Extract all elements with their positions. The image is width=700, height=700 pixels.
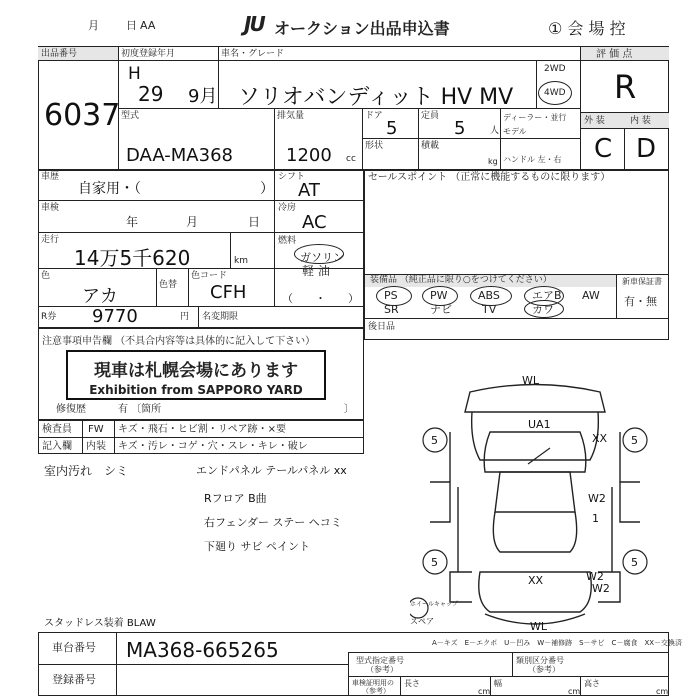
diag-w2-mid: W2 [588, 492, 606, 505]
eval-value: R [614, 68, 637, 106]
length-label: 長さ [404, 679, 420, 688]
width-cm: cm [568, 687, 581, 696]
diag-w2-back: W2 [592, 582, 610, 595]
ju-logo: JU [244, 12, 264, 36]
equip-tv: TV [482, 303, 497, 316]
note-line-5: 下廻り サビ ペイント [204, 540, 310, 553]
car-name-value: ソリオバンディット HV MV [238, 85, 514, 110]
diag-spare: スペア [410, 617, 434, 626]
cargo-label: 積載 [421, 141, 440, 151]
repair-value: 有 〔箇所 [118, 404, 162, 415]
fuel-label: 燃料 [278, 236, 297, 246]
form-title: オークション出品申込書 [274, 19, 450, 38]
width-label: 幅 [494, 679, 502, 688]
diag-5-rl: 5 [431, 556, 438, 569]
car-damage-diagram [410, 372, 660, 634]
session-label: AA [140, 19, 156, 32]
color-code-paren: （ ・ ） [282, 292, 359, 305]
row1-a: FW [88, 424, 104, 435]
displacement-label: 排気量 [277, 111, 305, 121]
sapporo-stamp [66, 350, 326, 400]
reg-month-value: 9月 [188, 86, 218, 107]
class-no-label: 類別区分番号 [516, 656, 564, 665]
prov-no-label: 車検証明用の [352, 679, 394, 687]
diag-ua1: UA1 [528, 418, 551, 431]
diag-5-fr: 5 [631, 434, 638, 447]
note-line-2: エンドパネル テールパネル xx [196, 464, 347, 477]
color-value: アカ [82, 286, 118, 307]
equip-airbag: エアB [532, 289, 562, 302]
notes-label: 注意事項申告欄 （不具合内容等は具体的に記入して下さい） [42, 336, 316, 347]
shift-label: シフト [278, 172, 306, 182]
model-label: 型式 [121, 111, 140, 121]
eval-label: 評 価 点 [596, 49, 633, 60]
equip-aw: AW [582, 289, 600, 302]
height-cm: cm [656, 687, 669, 696]
chassis-value: MA368-665265 [126, 638, 279, 662]
repair-close: 〕 [344, 404, 354, 415]
month-label: 月 [88, 19, 99, 32]
model2-label: モデル [503, 127, 527, 136]
reg-era-value: H [128, 64, 141, 84]
stamp-line2: Exhibition from SAPPORO YARD [89, 383, 303, 397]
capacity-label: 定員 [421, 111, 440, 121]
insp-day-label: 日 [248, 215, 261, 229]
equipment-label: 装備品 （純正品に限り○をつけてください） [370, 275, 552, 285]
note-line-6: スタッドレス装着 BLAW [44, 618, 156, 629]
height-label: 高さ [584, 679, 600, 688]
inspection-label: 車検 [41, 203, 60, 213]
color-code-value: CFH [210, 282, 247, 303]
class-no-ref: （参考） [528, 665, 560, 674]
vehicle-class-label: 車歴 [41, 172, 60, 182]
diag-5-fl: 5 [431, 434, 438, 447]
interior-label: 内 装 [630, 116, 651, 126]
shape-no-label: 型式指定番号 [356, 656, 404, 665]
diag-wl-top: WL [522, 374, 540, 387]
handle-label: ハンドル 左・右 [503, 155, 562, 164]
cc-label: cc [346, 154, 356, 164]
row1-b: キズ・飛石・ヒビ割・リペア跡・×要 [118, 424, 286, 435]
mileage-value: 14万5千620 [74, 246, 191, 270]
exterior-value: C [594, 134, 613, 164]
diag-xx-right: XX [592, 432, 608, 445]
legend-label: A－キズ E－エクボ U－凹み W－補修跡 S－サビ C－腐食 XX－交換済 [432, 639, 683, 647]
kg-label: kg [488, 157, 498, 166]
owner-manual-label: 名変期限 [202, 312, 239, 322]
mileage-label: 走行 [41, 235, 60, 245]
repair-label: 修復歴 [56, 404, 86, 415]
ac-label: 冷房 [278, 203, 297, 213]
equip-ps: PS [384, 289, 398, 302]
diag-w2-rear: W2 [586, 570, 604, 583]
capacity-value: 5 [454, 118, 466, 139]
color-change-label: 色替 [159, 280, 178, 290]
color-label: 色 [41, 271, 51, 281]
light-oil-label: 軽 油 [302, 264, 330, 278]
displacement-value: 1200 [286, 145, 332, 166]
reg-no-label: 登録番号 [52, 673, 96, 686]
first-reg-label: 初度登録年月 [121, 49, 176, 59]
insp-month-label: 月 [186, 215, 199, 229]
drive-4wd-circle [538, 81, 572, 105]
diag-wl-bottom: WL [530, 620, 548, 633]
equip-pw: PW [430, 289, 448, 302]
persons-label: 人 [490, 126, 500, 136]
doors-value: 5 [386, 118, 398, 139]
equip-ps-circle [376, 286, 412, 306]
vehicle-class-value: 自家用・（ [78, 181, 141, 197]
interior-value: D [636, 134, 657, 164]
venue-copy-label: ① 会 場 控 [548, 19, 626, 38]
diag-1: 1 [592, 512, 599, 525]
inspector-label: 検査員 [42, 424, 72, 435]
equip-leather: カワ [532, 303, 554, 316]
yen-label: 円 [180, 312, 190, 322]
dealer-label: ディーラー・並行 [503, 113, 567, 122]
equip-navi: ナビ [430, 303, 452, 316]
vehicle-class-close: ） [260, 181, 274, 197]
equip-abs-circle [470, 286, 512, 306]
diag-wheelcap: ホイールキャップ [410, 601, 458, 608]
equip-sr: SR [384, 303, 399, 316]
drive-2wd-label: 2WD [544, 64, 566, 74]
fuel-value: ガソリン [300, 251, 344, 264]
sales-point-label: セールスポイント （正常に機能するものに限ります） [368, 172, 611, 183]
note-line-4: 右フェンダー ステー ヘコミ [204, 516, 342, 529]
row2-a: 内装 [86, 441, 106, 452]
km-label: km [234, 256, 248, 266]
fuel-circle [294, 244, 344, 264]
car-name-label: 車名・グレード [221, 49, 285, 59]
warranty-opts: 有・無 [624, 295, 657, 308]
reg-year-value: 29 [138, 82, 164, 106]
drive-4wd-label: 4WD [544, 88, 566, 98]
new-warranty-label: 新車保証書 [622, 277, 662, 286]
insp-year-label: 年 [126, 215, 139, 229]
r-ticket-label: R券 [41, 312, 57, 322]
equip-pw-circle [422, 286, 458, 306]
entry-label: 記入欄 [42, 441, 72, 452]
exterior-label: 外 装 [584, 116, 605, 126]
prov-no-ref: （参考） [362, 687, 390, 695]
note-line-1: 室内汚れ シミ [44, 464, 129, 478]
length-cm: cm [478, 687, 491, 696]
shape-no-ref: （参考） [366, 665, 398, 674]
lot-no-value: 6037 [44, 98, 121, 133]
shift-value: AT [298, 180, 320, 201]
lot-no-label: 出品番号 [41, 49, 78, 59]
rear-seat-label: 後日品 [368, 322, 396, 332]
diag-xx-rear: XX [528, 574, 544, 587]
ac-value: AC [302, 212, 327, 233]
equip-leather-circle [524, 300, 564, 318]
note-line-3: Rフロア B曲 [204, 492, 267, 505]
chassis-label: 車台番号 [52, 641, 96, 654]
stamp-line1: 現車は札幌会場にあります [94, 361, 298, 381]
day-label: 日 [126, 19, 137, 32]
diag-5-rr: 5 [631, 556, 638, 569]
color-code-label: 色コード [191, 271, 228, 281]
equip-abs: ABS [478, 289, 500, 302]
doors-label: ドア [365, 111, 383, 121]
r-ticket-value: 9770 [92, 306, 138, 327]
row2-b: キズ・汚レ・コゲ・穴・スレ・キレ・破レ [118, 441, 308, 452]
model-value: DAA-MA368 [126, 145, 233, 166]
shape-label: 形状 [365, 141, 384, 151]
